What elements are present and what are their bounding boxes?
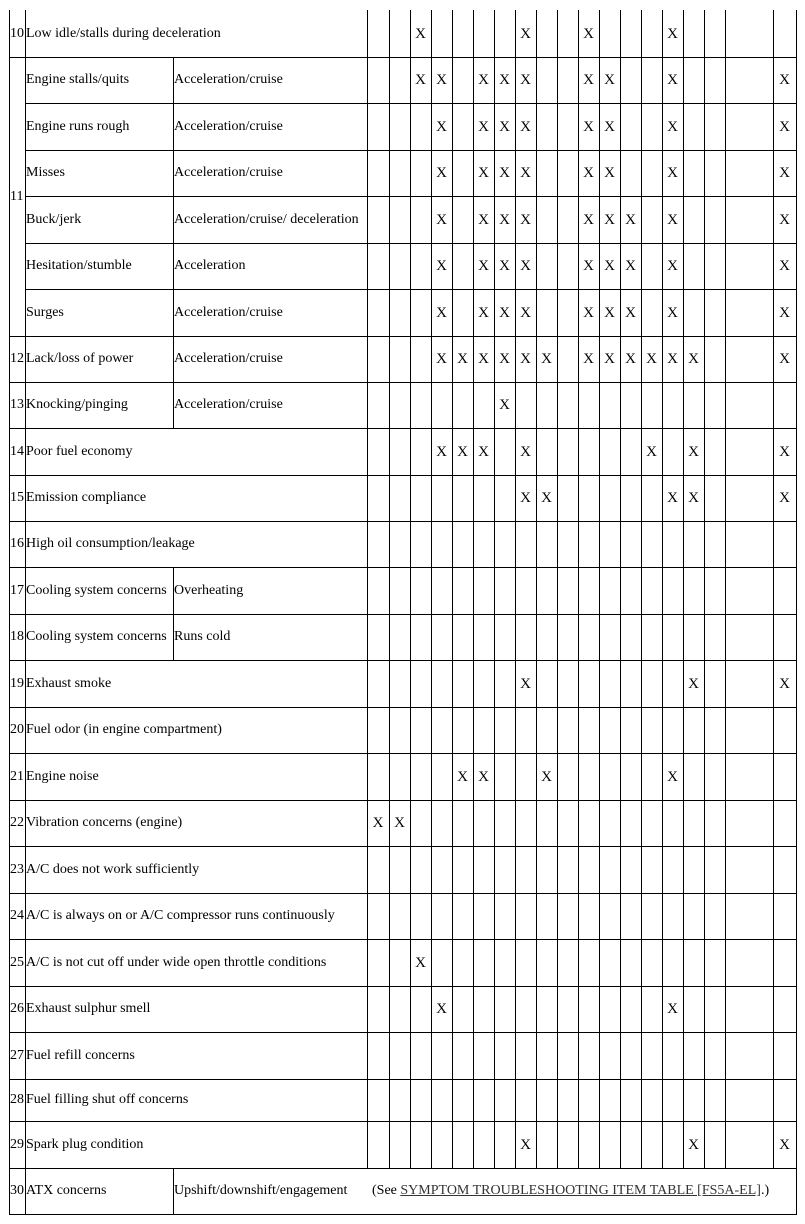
check-mark: X bbox=[667, 768, 678, 785]
check-mark: X bbox=[667, 1001, 678, 1017]
row-divider bbox=[25, 289, 797, 290]
check-mark: X bbox=[779, 118, 790, 135]
check-mark: X bbox=[457, 443, 468, 460]
grid-column-divider bbox=[641, 10, 642, 1168]
check-mark: X bbox=[478, 72, 489, 88]
check-mark: X bbox=[499, 258, 510, 274]
condition-label: Acceleration/cruise bbox=[174, 397, 283, 412]
check-mark: X bbox=[604, 258, 615, 274]
condition-label: Upshift/downshift/engagement bbox=[174, 1183, 348, 1198]
symptom-label: Lack/loss of power bbox=[26, 351, 134, 366]
check-mark: X bbox=[436, 258, 447, 274]
condition-label: Acceleration bbox=[174, 258, 246, 273]
check-mark: X bbox=[604, 351, 615, 367]
check-mark: X bbox=[646, 351, 657, 367]
check-mark: X bbox=[457, 351, 468, 367]
grid-column-divider bbox=[410, 10, 411, 1168]
row-divider bbox=[9, 707, 797, 708]
row-divider bbox=[9, 1121, 797, 1122]
row-number: 27 bbox=[10, 1047, 24, 1063]
check-mark: X bbox=[779, 490, 790, 506]
grid-column-divider bbox=[431, 10, 432, 1168]
check-mark: X bbox=[520, 118, 531, 135]
row-number: 20 bbox=[10, 722, 24, 737]
row-divider bbox=[9, 986, 797, 987]
symptom-label: Hesitation/stumble bbox=[26, 258, 132, 273]
grid-column-divider bbox=[599, 10, 600, 1168]
grid-column-divider bbox=[557, 10, 558, 1168]
check-mark: X bbox=[688, 675, 699, 692]
symptom-label: Fuel refill concerns bbox=[26, 1047, 135, 1063]
row-number: 24 bbox=[10, 908, 24, 923]
symptom-label: Exhaust sulphur smell bbox=[26, 1001, 151, 1016]
row-divider bbox=[9, 567, 797, 568]
symptom-label: Surges bbox=[26, 304, 64, 320]
symptom-label: Exhaust smoke bbox=[26, 675, 112, 691]
check-mark: X bbox=[499, 397, 510, 413]
check-mark: X bbox=[667, 72, 678, 88]
check-mark: X bbox=[415, 954, 426, 971]
row-divider bbox=[9, 753, 797, 754]
grid-column-divider bbox=[620, 10, 621, 1168]
grid-column-divider bbox=[367, 10, 368, 1168]
row-divider bbox=[9, 800, 797, 801]
grid-column-divider bbox=[536, 10, 537, 1168]
condition-label: Acceleration/cruise bbox=[174, 118, 283, 134]
check-mark: X bbox=[583, 211, 594, 228]
grid-column-divider bbox=[662, 10, 663, 1168]
symptom-label: Fuel odor (in engine compartment) bbox=[26, 722, 222, 737]
check-mark: X bbox=[604, 211, 615, 228]
check-mark: X bbox=[667, 118, 678, 135]
row-divider bbox=[9, 939, 797, 940]
symptom-label: Knocking/pinging bbox=[26, 397, 128, 412]
check-mark: X bbox=[688, 443, 699, 460]
table-bottom-border bbox=[9, 1214, 797, 1215]
check-mark: X bbox=[604, 165, 615, 181]
check-mark: X bbox=[499, 118, 510, 135]
check-mark: X bbox=[478, 768, 489, 785]
condition-label: Acceleration/cruise bbox=[174, 351, 283, 366]
check-mark: X bbox=[478, 351, 489, 367]
row-divider bbox=[25, 196, 797, 197]
grid-column-divider bbox=[515, 10, 516, 1168]
check-mark: X bbox=[415, 72, 426, 88]
symptom-label: A/C is not cut off under wide open throttle conditions bbox=[26, 954, 327, 970]
row-number: 29 bbox=[10, 1136, 24, 1152]
grid-column-divider bbox=[704, 10, 705, 1168]
check-mark: X bbox=[583, 25, 594, 42]
row-number: 14 bbox=[10, 443, 24, 459]
check-mark: X bbox=[688, 490, 699, 506]
check-mark: X bbox=[520, 258, 531, 274]
check-mark: X bbox=[520, 25, 531, 42]
check-mark: X bbox=[436, 1001, 447, 1017]
row-divider bbox=[9, 614, 797, 615]
check-mark: X bbox=[499, 304, 510, 321]
check-mark: X bbox=[436, 211, 447, 228]
check-mark: X bbox=[688, 1136, 699, 1153]
check-mark: X bbox=[457, 768, 468, 785]
row-divider bbox=[9, 1168, 797, 1169]
check-mark: X bbox=[583, 72, 594, 88]
check-mark: X bbox=[478, 165, 489, 181]
symptom-label: Buck/jerk bbox=[26, 211, 82, 227]
row-number: 28 bbox=[10, 1092, 24, 1107]
check-mark: X bbox=[520, 165, 531, 181]
check-mark: X bbox=[779, 1136, 790, 1153]
check-mark: X bbox=[436, 351, 447, 367]
check-mark: X bbox=[779, 258, 790, 274]
check-mark: X bbox=[415, 25, 426, 42]
check-mark: X bbox=[478, 118, 489, 135]
check-mark: X bbox=[625, 258, 636, 274]
symptom-label: Fuel filling shut off concerns bbox=[26, 1092, 189, 1107]
check-mark: X bbox=[520, 304, 531, 321]
row-divider bbox=[9, 1032, 797, 1033]
symptom-label: Vibration concerns (engine) bbox=[26, 815, 183, 830]
symptom-label: A/C is always on or A/C compressor runs continuously bbox=[26, 908, 335, 923]
row-divider bbox=[9, 893, 797, 894]
check-mark: X bbox=[625, 211, 636, 228]
row-number: 13 bbox=[10, 397, 24, 412]
check-mark: X bbox=[779, 675, 790, 692]
check-mark: X bbox=[520, 351, 531, 367]
row-divider bbox=[25, 150, 797, 151]
symptom-label: A/C does not work sufficiently bbox=[26, 861, 200, 877]
check-mark: X bbox=[667, 25, 678, 42]
row-divider bbox=[25, 103, 797, 104]
check-mark: X bbox=[779, 351, 790, 367]
check-mark: X bbox=[583, 258, 594, 274]
check-mark: X bbox=[499, 165, 510, 181]
grid-column-divider bbox=[578, 10, 579, 1168]
check-mark: X bbox=[436, 118, 447, 135]
row-number: 19 bbox=[10, 675, 24, 691]
symptom-label: High oil consumption/leakage bbox=[26, 536, 195, 551]
symptom-label: Cooling system concerns bbox=[26, 582, 167, 598]
check-mark: X bbox=[436, 165, 447, 181]
condition-label: Acceleration/cruise/ deceleration bbox=[174, 211, 359, 227]
check-mark: X bbox=[436, 304, 447, 321]
check-mark: X bbox=[604, 118, 615, 135]
note-suffix: .) bbox=[760, 1183, 770, 1198]
check-mark: X bbox=[779, 165, 790, 181]
check-mark: X bbox=[541, 490, 552, 506]
check-mark: X bbox=[520, 490, 531, 506]
row-number: 17 bbox=[10, 582, 24, 598]
symptom-label: Misses bbox=[26, 165, 65, 180]
symptom-label: ATX concerns bbox=[26, 1183, 107, 1198]
symptom-label: Cooling system concerns bbox=[26, 629, 167, 644]
check-mark: X bbox=[779, 443, 790, 460]
check-mark: X bbox=[625, 351, 636, 367]
row-divider bbox=[25, 243, 797, 244]
row-number: 15 bbox=[10, 490, 24, 505]
row-number: 23 bbox=[10, 861, 24, 877]
condition-label: Acceleration/cruise bbox=[174, 165, 283, 180]
row-divider bbox=[9, 660, 797, 661]
row-divider bbox=[9, 428, 797, 429]
check-mark: X bbox=[499, 351, 510, 367]
check-mark: X bbox=[478, 211, 489, 228]
check-mark: X bbox=[667, 258, 678, 274]
row-number: 10 bbox=[10, 25, 24, 41]
row-number: 30 bbox=[10, 1183, 24, 1198]
symptom-label: Engine noise bbox=[26, 768, 99, 784]
check-mark: X bbox=[436, 72, 447, 88]
row-number: 26 bbox=[10, 1001, 24, 1016]
grid-column-divider bbox=[389, 10, 390, 1168]
check-mark: X bbox=[372, 815, 384, 831]
row-divider bbox=[9, 475, 797, 476]
check-mark: X bbox=[499, 72, 510, 88]
symptom-label: Poor fuel economy bbox=[26, 443, 133, 459]
grid-column-divider bbox=[452, 10, 453, 1168]
check-mark: X bbox=[583, 165, 594, 181]
check-mark: X bbox=[520, 1136, 531, 1153]
symptom-label: Emission compliance bbox=[26, 490, 147, 505]
check-mark: X bbox=[625, 304, 636, 321]
grid-column-divider bbox=[725, 10, 726, 1168]
row-divider bbox=[9, 382, 797, 383]
check-mark: X bbox=[779, 72, 790, 88]
check-mark: X bbox=[688, 351, 699, 367]
check-mark: X bbox=[520, 443, 531, 460]
row-number: 25 bbox=[10, 954, 24, 970]
check-mark: X bbox=[436, 443, 447, 460]
check-mark: X bbox=[604, 72, 615, 88]
check-mark: X bbox=[394, 815, 405, 831]
check-mark: X bbox=[541, 768, 552, 785]
symptom-label: Engine runs rough bbox=[26, 118, 130, 134]
condition-label: Runs cold bbox=[174, 629, 231, 644]
symptom-label: Spark plug condition bbox=[26, 1136, 144, 1152]
row-divider bbox=[9, 521, 797, 522]
grid-column-divider bbox=[796, 10, 797, 1214]
check-mark: X bbox=[583, 304, 594, 321]
check-mark: X bbox=[667, 304, 678, 321]
grid-column-divider bbox=[773, 10, 774, 1168]
check-mark: X bbox=[583, 118, 594, 135]
check-mark: X bbox=[667, 490, 678, 506]
condition-label: Acceleration/cruise bbox=[174, 72, 283, 87]
row-number: 21 bbox=[10, 768, 24, 784]
check-mark: X bbox=[667, 165, 678, 181]
grid-column-divider bbox=[473, 10, 474, 1168]
row-number: 12 bbox=[10, 351, 24, 366]
see-reference-note bbox=[372, 1183, 769, 1199]
check-mark: X bbox=[779, 304, 790, 321]
row-number: 16 bbox=[10, 536, 24, 551]
check-mark: X bbox=[478, 443, 489, 460]
symptom-label: Engine stalls/quits bbox=[26, 72, 130, 87]
check-mark: X bbox=[520, 211, 531, 228]
number-column-divider bbox=[25, 10, 26, 1214]
row-divider bbox=[9, 336, 797, 337]
check-mark: X bbox=[520, 675, 531, 692]
row-divider bbox=[9, 57, 797, 58]
check-mark: X bbox=[541, 351, 552, 367]
check-mark: X bbox=[583, 351, 594, 367]
symptom-label: Low idle/stalls during deceleration bbox=[26, 25, 221, 41]
grid-column-divider bbox=[494, 10, 495, 1168]
check-mark: X bbox=[646, 443, 657, 460]
table-right-border bbox=[796, 1168, 797, 1214]
grid-column-divider bbox=[683, 10, 684, 1168]
row-divider bbox=[9, 1079, 797, 1080]
row-number: 22 bbox=[10, 815, 24, 830]
check-mark: X bbox=[478, 304, 489, 321]
note-prefix: (See bbox=[372, 1183, 401, 1198]
symptom-troubleshooting-link[interactable]: SYMPTOM TROUBLESHOOTING ITEM TABLE [FS5A-EL] bbox=[400, 1183, 761, 1198]
group-row-number: 11 bbox=[10, 188, 24, 204]
check-mark: X bbox=[604, 304, 615, 321]
check-mark: X bbox=[478, 258, 489, 274]
condition-label: Overheating bbox=[174, 582, 244, 598]
condition-label: Acceleration/cruise bbox=[174, 304, 283, 320]
check-mark: X bbox=[667, 351, 678, 367]
check-mark: X bbox=[667, 211, 678, 228]
check-mark: X bbox=[779, 211, 790, 228]
row-number: 18 bbox=[10, 629, 24, 644]
check-mark: X bbox=[520, 72, 531, 88]
row-divider bbox=[9, 846, 797, 847]
check-mark: X bbox=[499, 211, 510, 228]
